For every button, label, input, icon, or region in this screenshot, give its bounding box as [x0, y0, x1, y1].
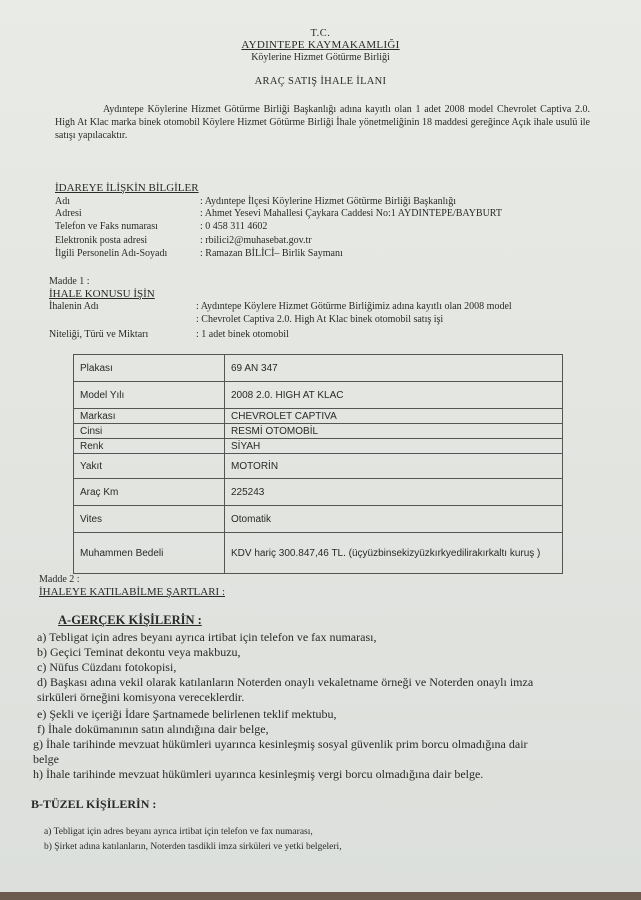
- vehicle-row-color: [74, 439, 563, 454]
- vehicle-value: 69 AN 347: [225, 355, 563, 382]
- tender-name-label: İhalenin Adı: [49, 301, 99, 312]
- header-tc: T.C.: [310, 28, 331, 39]
- vehicle-row-brand: [74, 409, 563, 424]
- vehicle-row-fuel: [74, 454, 563, 479]
- intro-paragraph: [55, 103, 590, 142]
- list-item: a) Tebligat için adres beyanı ayrıca irtibat için telefon ve fax numarası,: [37, 630, 377, 644]
- vehicle-value: KDV hariç 300.847,46 TL. (üçyüzbinsekizyüzkırkyedilirakırkaltı kuruş ): [225, 533, 563, 574]
- list-item: c) Nüfus Cüzdanı fotokopisi,: [37, 660, 177, 674]
- vehicle-label: Araç Km: [74, 479, 225, 506]
- list-item: g) İhale tarihinde mevzuat hükümleri uyarınca kesinleşmiş sosyal güvenlik prim borcu olmadığına dair: [33, 737, 528, 751]
- vehicle-label: Yakıt: [74, 454, 225, 479]
- vehicle-label: Plakası: [74, 355, 225, 382]
- article1-heading: İHALE KONUSU İŞİN: [49, 288, 155, 300]
- vehicle-value: SİYAH: [225, 439, 563, 454]
- vehicle-value: CHEVROLET CAPTIVA: [225, 409, 563, 424]
- list-item: belge: [33, 752, 59, 766]
- admin-label-phone: Telefon ve Faks numarası: [55, 221, 158, 232]
- list-item: a) Tebligat için adres beyanı ayrıca irtibat için telefon ve fax numarası,: [44, 827, 313, 837]
- vehicle-value: MOTORİN: [225, 454, 563, 479]
- admin-label-name: Adı: [55, 196, 70, 207]
- admin-value-email: : rbilici2@muhasebat.gov.tr: [200, 235, 312, 246]
- vehicle-label: Markası: [74, 409, 225, 424]
- article2-heading: İHALEYE KATILABİLME ŞARTLARI :: [39, 586, 226, 598]
- vehicle-row-transmission: [74, 506, 563, 533]
- list-item: h) İhale tarihinde mevzuat hükümleri uyarınca kesinleşmiş vergi borcu olmadığına dair belge.: [33, 767, 484, 781]
- list-item: sirküleri örneğini komisyona vereceklerdir.: [37, 690, 245, 704]
- article1-label: Madde 1 :: [49, 276, 90, 287]
- quantity-label: Niteliği, Türü ve Miktarı: [49, 329, 149, 340]
- header-authority: AYDINTEPE KAYMAKAMLIĞI: [241, 39, 400, 51]
- vehicle-value: Otomatik: [225, 506, 563, 533]
- admin-value-phone: : 0 458 311 4602: [200, 221, 268, 232]
- admin-label-email: Elektronik posta adresi: [55, 235, 148, 246]
- list-item: b) Şirket adına katılanların, Noterden tasdikli imza sirküleri ve yetki belgeleri,: [44, 842, 342, 852]
- vehicle-label: Renk: [74, 439, 225, 454]
- admin-info-heading: İDAREYE İLİŞKİN BİLGİLER: [55, 182, 199, 194]
- tender-name-line2: : Chevrolet Captiva 2.0. High At Klac binek otomobil satış işi: [196, 314, 444, 325]
- article2-label: Madde 2 :: [39, 574, 80, 585]
- list-item: b) Geçici Teminat dekontu veya makbuzu,: [37, 645, 241, 659]
- vehicle-value: RESMİ OTOMOBİL: [225, 424, 563, 439]
- real-persons-heading: A-GERÇEK KİŞİLERİN :: [58, 613, 202, 627]
- vehicle-table: [73, 354, 563, 574]
- header-union: Köylerine Hizmet Götürme Birliği: [251, 52, 390, 63]
- vehicle-row-km: [74, 479, 563, 506]
- vehicle-label: Vites: [74, 506, 225, 533]
- vehicle-row-model-year: [74, 382, 563, 409]
- vehicle-label: Muhammen Bedeli: [74, 533, 225, 574]
- admin-value-personnel: : Ramazan BİLİCİ– Birlik Saymanı: [200, 248, 343, 259]
- admin-value-address: : Ahmet Yesevi Mahallesi Çaykara Caddesi No:1 AYDINTEPE/BAYBURT: [200, 208, 502, 219]
- list-item: d) Başkası adına vekil olarak katılanların Noterden onaylı vekaletname örneği ve Noterden onaylı imza: [37, 675, 534, 689]
- vehicle-row-estimated-price: [74, 533, 563, 574]
- admin-value-name: : Aydıntepe İlçesi Köylerine Hizmet Götürme Birliği Başkanlığı: [200, 196, 456, 207]
- intro-text: Aydıntepe Köylerine Hizmet Götürme Birliği Başkanlığı adına kayıtlı olan 1 adet 2008 model Chevrolet Captiva 2.0. High At Klac marka binek otomobil Köylere Hizmet Götürme Birliği İhale yönetmeliğinin 18 maddesi gereğince Açık ihale usulü ile satışı yapılacaktır.: [55, 104, 590, 141]
- vehicle-row-type: [74, 424, 563, 439]
- vehicle-row-plate: [74, 355, 563, 382]
- vehicle-value: 2008 2.0. HIGH AT KLAC: [225, 382, 563, 409]
- quantity-value: : 1 adet binek otomobil: [196, 329, 289, 340]
- vehicle-label: Cinsi: [74, 424, 225, 439]
- list-item: e) Şekli ve içeriği İdare Şartnamede belirlenen teklif mektubu,: [37, 707, 337, 721]
- list-item: f) İhale dokümanının satın alındığına dair belge,: [37, 722, 269, 736]
- vehicle-label: Model Yılı: [74, 382, 225, 409]
- vehicle-value: 225243: [225, 479, 563, 506]
- notice-title: ARAÇ SATIŞ İHALE İLANI: [254, 76, 387, 87]
- admin-label-personnel: İlgili Personelin Adı-Soyadı: [55, 248, 168, 259]
- legal-persons-heading: B-TÜZEL KİŞİLERİN :: [31, 797, 157, 811]
- tender-name-line1: : Aydıntepe Köylere Hizmet Götürme Birliğimiz adına kayıtlı olan 2008 model: [196, 301, 512, 312]
- admin-label-address: Adresi: [55, 208, 82, 219]
